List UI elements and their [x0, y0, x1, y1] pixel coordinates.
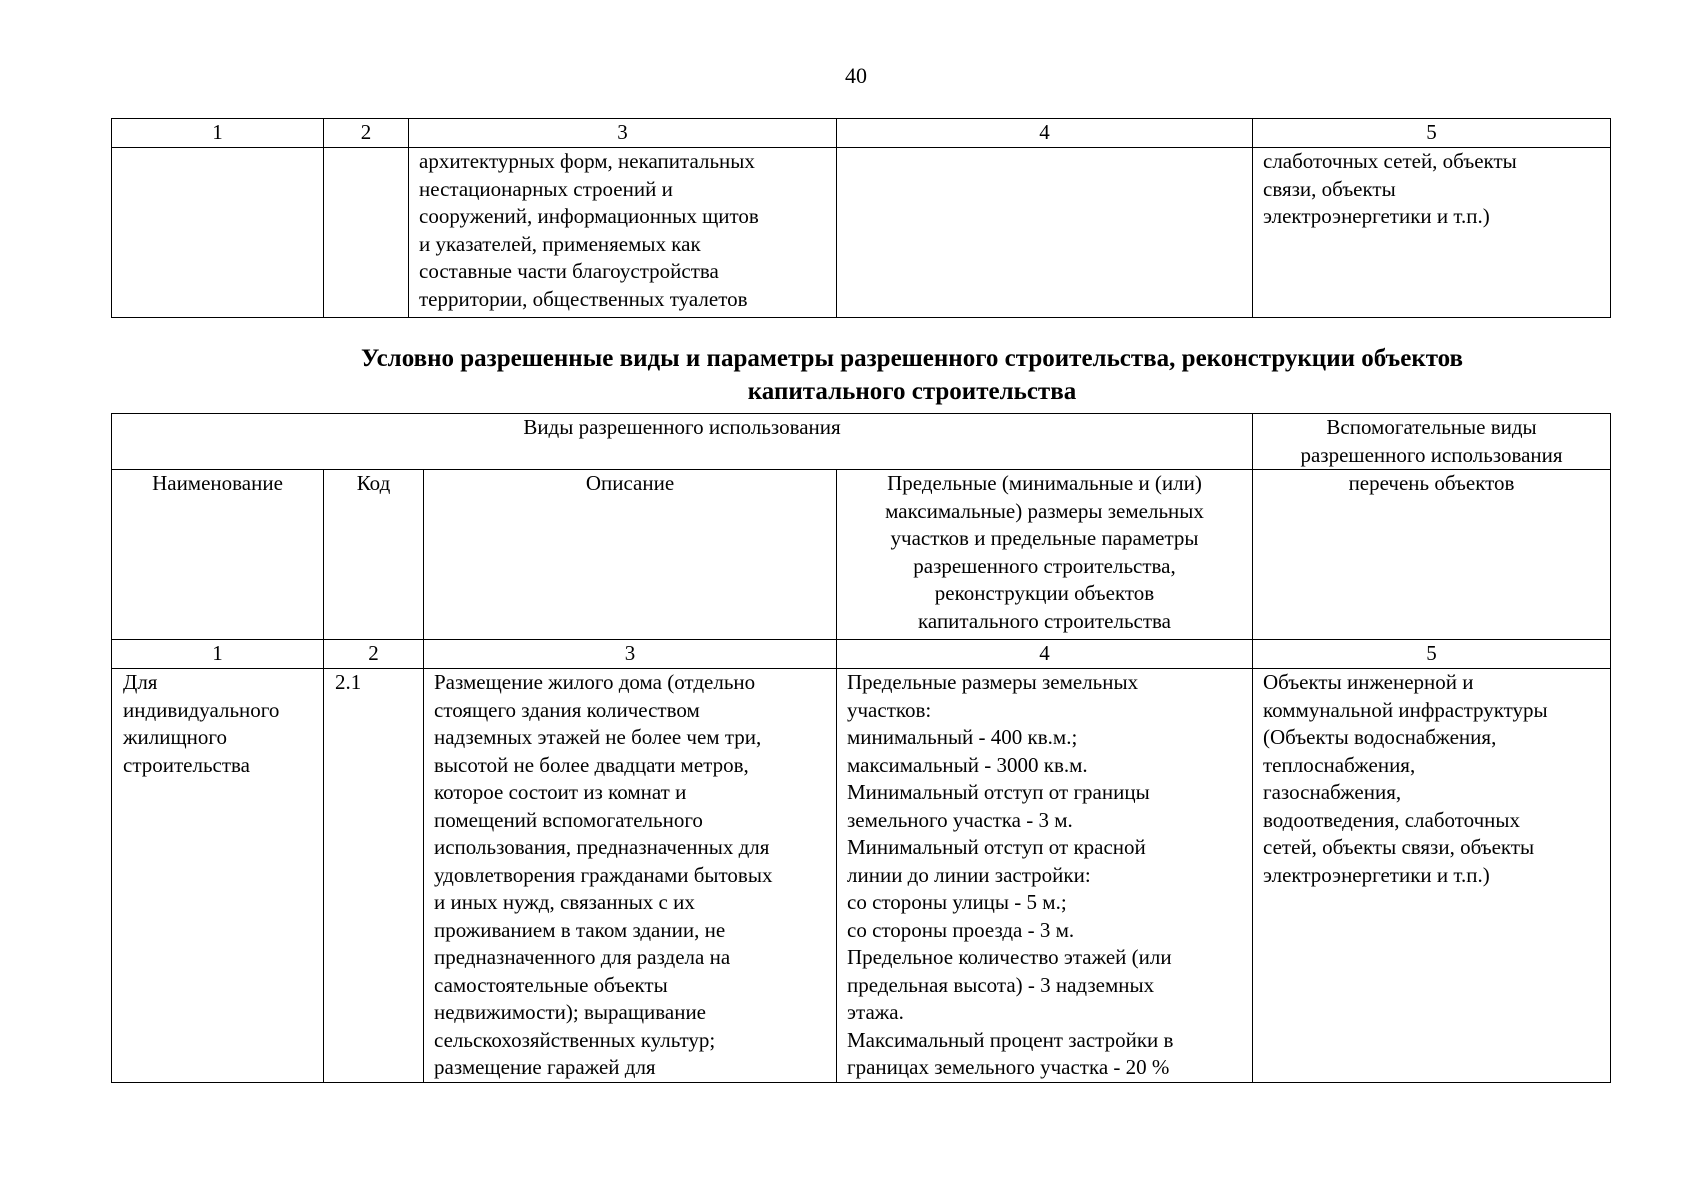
- group-header-auxiliary-uses: Вспомогательные виды разрешенного использования: [1253, 414, 1611, 470]
- col-header-name: Наименование: [112, 470, 324, 640]
- permitted-use-table-header: [111, 413, 1611, 640]
- col-header-description: Описание: [424, 470, 837, 640]
- col-number: 3: [424, 640, 837, 669]
- cell-auxiliary: слаботочных сетей, объекты связи, объекты электроэнергетики и т.п.): [1253, 148, 1611, 318]
- column-number-row: [112, 640, 1611, 669]
- col-number: 1: [112, 119, 324, 148]
- cell-auxiliary: Объекты инженерной и коммунальной инфраструктуры (Объекты водоснабжения, теплоснабжения, газоснабжения, водоотведения, слаботочных сетей, объекты связи, объекты электроэнергетики и т.п.): [1253, 669, 1611, 1083]
- column-header-row: [112, 470, 1611, 640]
- continuation-table: [111, 118, 1611, 318]
- group-header-permitted-uses: Виды разрешенного использования: [112, 414, 1253, 470]
- permitted-use-table: [111, 639, 1611, 1083]
- col-number: 1: [112, 640, 324, 669]
- col-header-object-list: перечень объектов: [1253, 470, 1611, 640]
- col-header-parameters: Предельные (минимальные и (или) максимальные) размеры земельных участков и предельные параметры разрешенного строительства, реконструкции объектов капитального строительства: [837, 470, 1253, 640]
- cell-description: архитектурных форм, некапитальных нестационарных строений и сооружений, информационных щитов и указателей, применяемых как составные части благоустройства территории, общественных туалетов: [409, 148, 837, 318]
- section-title: Условно разрешенные виды и параметры разрешенного строительства, реконструкции объектов капитального строительства: [360, 345, 1464, 405]
- page-number: 40: [845, 63, 867, 88]
- col-number: 3: [409, 119, 837, 148]
- cell-name: [112, 148, 324, 318]
- table-row: [112, 148, 1611, 318]
- cell-description: Размещение жилого дома (отдельно стоящего здания количеством надземных этажей не более чем три, высотой не более двадцати метров, которое состоит из комнат и помещений вспомогательного использования, предназначенных для удовлетворения гражданами бытовых и иных нужд, связанных с их проживанием в таком здании, не предназначенного для раздела на самостоятельные объекты недвижимости); выращивание сельскохозяйственных культур; размещение гаражей для: [424, 669, 837, 1083]
- column-number-row: [112, 119, 1611, 148]
- table-row: [112, 669, 1611, 1083]
- col-number: 4: [837, 119, 1253, 148]
- col-number: 2: [324, 119, 409, 148]
- cell-parameters: [837, 148, 1253, 318]
- cell-code: 2.1: [324, 669, 424, 1083]
- col-number: 4: [837, 640, 1253, 669]
- group-header-row: [112, 414, 1611, 470]
- col-number: 5: [1253, 119, 1611, 148]
- col-number: 5: [1253, 640, 1611, 669]
- cell-parameters: Предельные размеры земельных участков: минимальный - 400 кв.м.; максимальный - 3000 кв.м. Минимальный отступ от границы земельного участка - 3 м. Минимальный отступ от красной линии до линии застройки: со стороны улицы - 5 м.; со стороны проезда - 3 м. Предельное количество этажей (или предельная высота) - 3 надземных этажа. Максимальный процент застройки в границах земельного участка - 20 %: [837, 669, 1253, 1083]
- cell-code: [324, 148, 409, 318]
- cell-name: Для индивидуального жилищного строительства: [112, 669, 324, 1083]
- col-number: 2: [324, 640, 424, 669]
- col-header-code: Код: [324, 470, 424, 640]
